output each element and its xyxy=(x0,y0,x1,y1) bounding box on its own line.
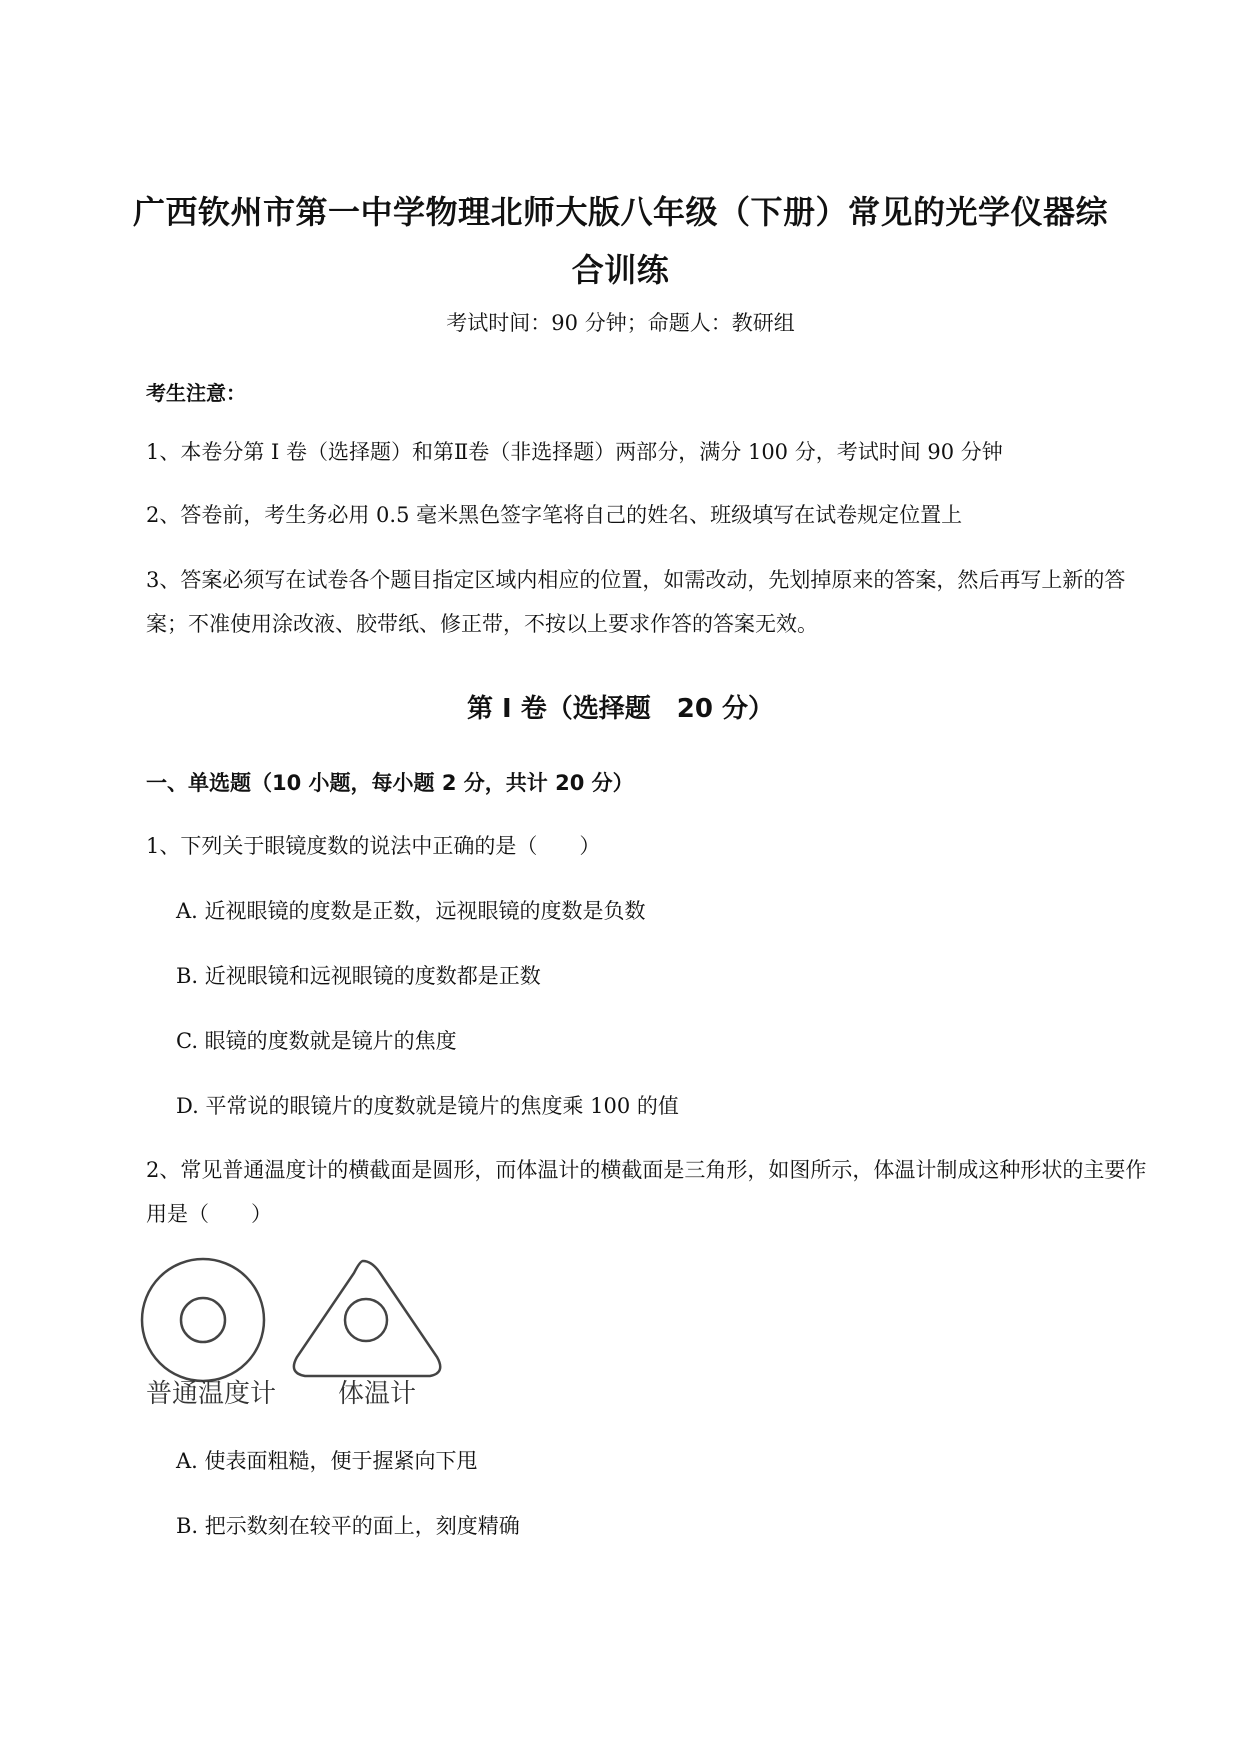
question-1-option-d: D. 平常说的眼镜片的度数就是镜片的焦度乘 100 的值 xyxy=(176,1094,679,1118)
notice-item-2: 2、答卷前，考生务必用 0.5 毫米黑色签字笔将自己的姓名、班级填写在试卷规定位置上 xyxy=(146,503,963,527)
title-line-1: 广西钦州市第一中学物理北师大版八年级（下册）常见的光学仪器综 xyxy=(132,193,1108,231)
part-heading: 一、单选题（10 小题，每小题 2 分，共计 20 分） xyxy=(146,771,634,795)
notice-heading: 考生注意： xyxy=(146,381,246,405)
ordinary-thermometer-label: 普通温度计 xyxy=(146,1379,277,1409)
notice-item-1: 1、本卷分第 I 卷（选择题）和第Ⅱ卷（非选择题）两部分，满分 100 分，考试时间 90 分钟 xyxy=(146,440,1003,464)
ordinary-thermometer-cross-section xyxy=(142,1259,264,1381)
question-2-option-b: B. 把示数刻在较平的面上，刻度精确 xyxy=(176,1514,520,1538)
document-title xyxy=(130,183,1111,299)
question-2-option-a: A. 使表面粗糙，便于握紧向下甩 xyxy=(176,1449,478,1473)
clinical-thermometer-cross-section xyxy=(294,1261,440,1376)
section-title: 第 I 卷（选择题 20 分） xyxy=(466,694,774,724)
question-1-option-c: C. 眼镜的度数就是镜片的焦度 xyxy=(176,1029,457,1053)
question-2-stem: 2、常见普通温度计的横截面是圆形，而体温计的横截面是三角形，如图所示，体温计制成这种形状的主要作用是（ ） xyxy=(146,1158,1147,1226)
title-line-2: 合训练 xyxy=(571,251,670,289)
question-1-option-a: A. 近视眼镜的度数是正数，远视眼镜的度数是负数 xyxy=(176,899,646,923)
question-1-option-b: B. 近视眼镜和远视眼镜的度数都是正数 xyxy=(176,964,541,988)
notice-item-3: 3、答案必须写在试卷各个题目指定区域内相应的位置，如需改动，先划掉原来的答案，然后再写上新的答案；不准使用涂改液、胶带纸、修正带，不按以上要求作答的答案无效。 xyxy=(146,568,1126,636)
clinical-thermometer-label: 体温计 xyxy=(338,1379,417,1409)
exam-info: 考试时间：90 分钟；命题人：教研组 xyxy=(446,311,795,335)
question-1-stem: 1、下列关于眼镜度数的说法中正确的是（ ） xyxy=(146,834,601,858)
